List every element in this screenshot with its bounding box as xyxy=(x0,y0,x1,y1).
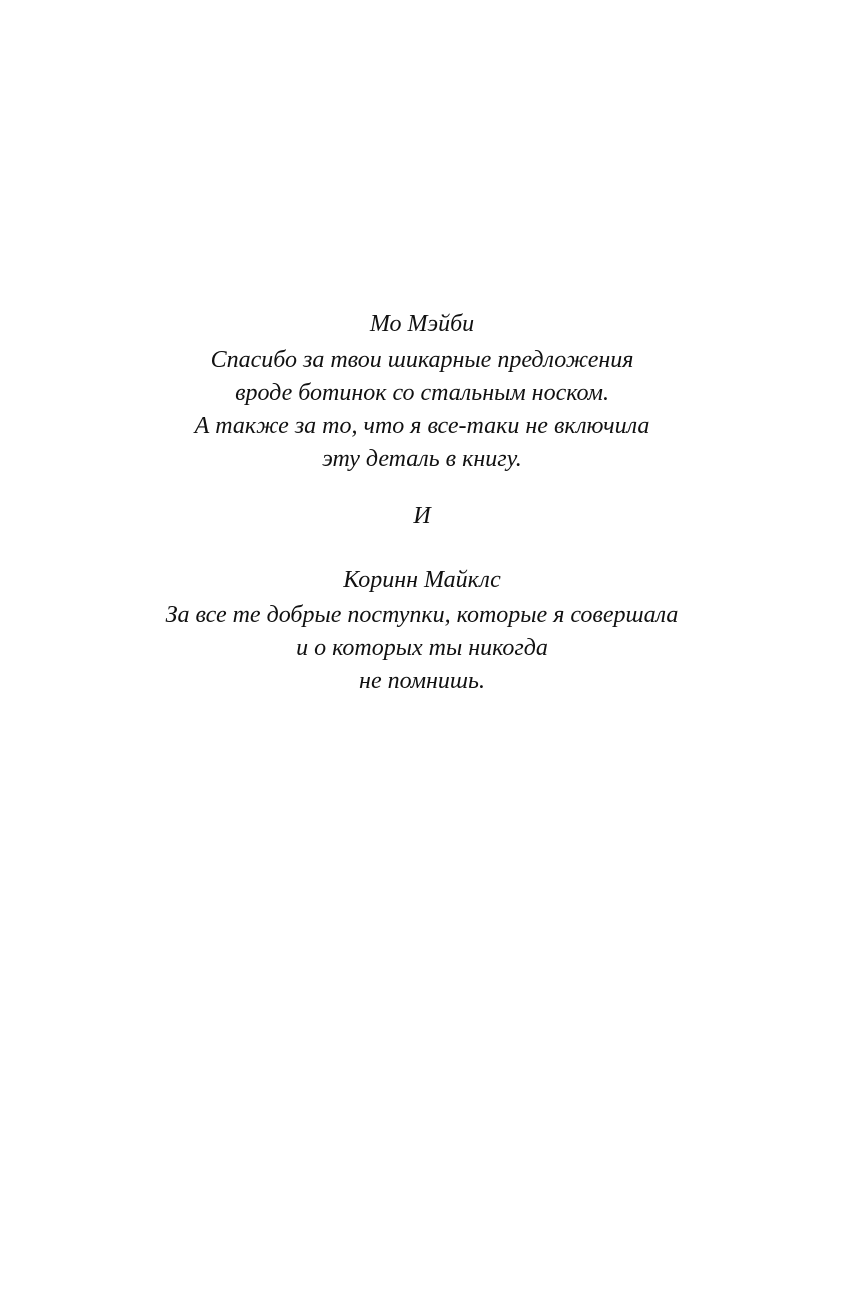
text-line: и о которых ты никогда xyxy=(296,635,548,661)
conjunction-line: И xyxy=(413,503,431,529)
text-line: За все те добрые поступки, которые я совершала xyxy=(165,602,679,628)
text-line: вроде ботинок со стальным носком. xyxy=(235,380,609,406)
dedication-name-first xyxy=(0,308,844,341)
dedication-text-second xyxy=(0,599,844,698)
text-line: А также за то, что я все-таки не включила xyxy=(194,413,650,439)
name-line: Мо Мэйби xyxy=(369,311,475,337)
name-line: Коринн Майклс xyxy=(343,567,501,593)
text-line: эту деталь в книгу. xyxy=(322,446,522,472)
dedication-text-first xyxy=(0,344,844,476)
text-line: Спасибо за твои шикарные предложения xyxy=(210,347,634,373)
dedication-conjunction xyxy=(0,500,844,533)
text-line: не помнишь. xyxy=(359,668,485,694)
dedication-name-second xyxy=(0,564,844,597)
